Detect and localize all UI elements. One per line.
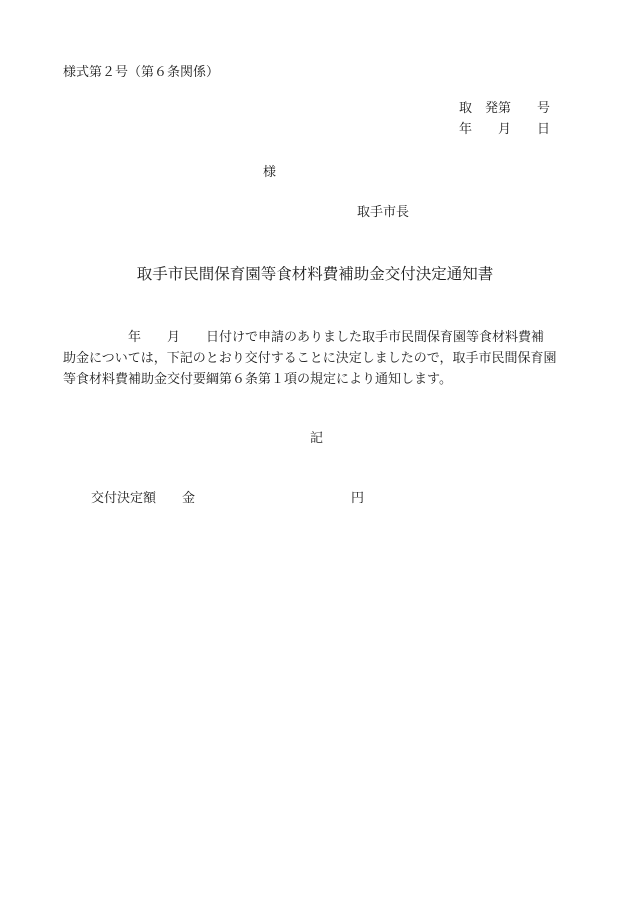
ki-heading: 記	[310, 431, 324, 446]
body-line: 年 月 日付けで申請のありました取手市民間保育園等食材料費補	[63, 330, 545, 345]
body-text	[63, 327, 583, 390]
sender: 取手市長	[357, 205, 410, 220]
grant-amount-line: 交付決定額 金 円	[91, 491, 365, 506]
body-line: 等食材料費補助金交付要綱第６条第１項の規定により通知します。	[63, 372, 452, 387]
form-number: 様式第２号（第６条関係）	[63, 65, 220, 80]
addressee: 様	[263, 165, 277, 180]
body-line: 助金については，下記のとおり交付することに決定しましたので，取手市民間保育園	[63, 351, 557, 366]
document-number: 取 発第 号	[459, 101, 551, 116]
document-date: 年 月 日	[459, 122, 551, 137]
document-title: 取手市民間保育園等食材料費補助金交付決定通知書	[136, 265, 494, 283]
